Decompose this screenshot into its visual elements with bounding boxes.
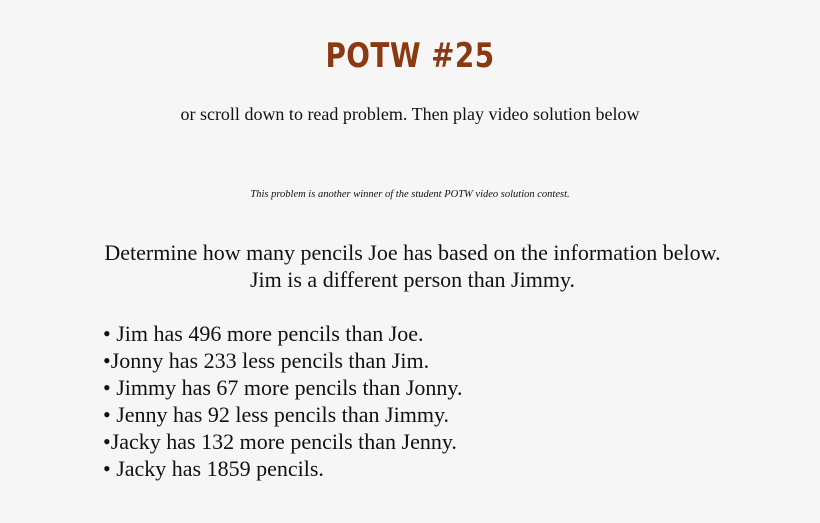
- page-title: POTW #25: [325, 36, 495, 76]
- contest-note: This problem is another winner of the student POTW video solution contest.: [250, 189, 570, 200]
- fact-item: •Jacky has 132 more pencils than Jenny.: [103, 429, 457, 454]
- problem-prompt: Determine how many pencils Joe has based on the information below. Jim is a different person than Jimmy.: [104, 240, 721, 292]
- scroll-instruction: or scroll down to read problem. Then play video solution below: [180, 104, 640, 124]
- fact-item: • Jacky has 1859 pencils.: [103, 456, 324, 481]
- fact-item: •Jonny has 233 less pencils than Jim.: [103, 348, 430, 373]
- fact-item: • Jenny has 92 less pencils than Jimmy.: [103, 402, 450, 427]
- fact-item: • Jimmy has 67 more pencils than Jonny.: [103, 375, 463, 400]
- facts-list: [103, 320, 462, 482]
- fact-item: • Jim has 496 more pencils than Joe.: [103, 321, 424, 346]
